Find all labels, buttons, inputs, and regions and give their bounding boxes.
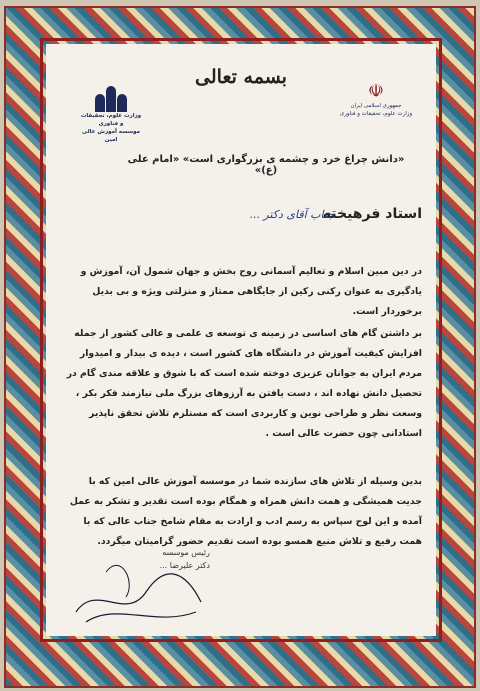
- ministry-logo-line2: وزارت علوم، تحقیقات و فناوری: [339, 111, 413, 117]
- recipient-name: جناب آقای دکتر ...: [249, 208, 334, 221]
- handwritten-signature: [66, 542, 216, 632]
- certificate-title: بسمه تعالی: [195, 66, 287, 88]
- signer-role: رئیس موسسه: [162, 548, 210, 557]
- institute-logo-line1: وزارت علوم، تحقیقات و فناوری: [80, 113, 142, 127]
- institute-logo-icon: [91, 82, 131, 112]
- iran-emblem-icon: ☫: [367, 81, 385, 102]
- ministry-logo: [336, 82, 416, 118]
- salutation: استاد فرهیخته: [322, 206, 422, 222]
- certificate-sheet: [46, 44, 436, 636]
- institute-logo-line2: موسسه آموزش عالی امین: [82, 129, 140, 143]
- signer-name: دکتر علیرضا ...: [159, 561, 210, 570]
- paragraph-2: بر داشتن گام های اساسی در زمینه ی توسعه ی علمی و عالی کشور از جمله افزایش کیفیت آموزش در دانشگاه های کشور است ، دیده ی بیدار و امیدوار مردم ایران به جوانان عزیزی دوخته شده است که با شوق و علاقه مندی گام در تحصیل دانش نهاده اند ، دست یافتن به آرزوهای بزرگ ملی نیازمند فکر بکر ، وسعت نظر و طراحی نوین و کاربردی است که مستلزم تلاش تحقق ناپذیر استادانی چون حضرت عالی است .: [66, 328, 422, 439]
- paragraph-3: بدین وسیله از تلاش های سازنده شما در موسسه آموزش عالی امین که با جدیت همیشگی و همت دانش همراه و همگام بوده است تقدیر و تشکر به عمل آمده و این لوح سپاس به رسم ادب و ارادت به مقام شامخ جناب عالی که با همت رفیع و تلاش منیع همسو بوده است تقدیم حضور گرامیتان میگردد.: [69, 476, 422, 547]
- ministry-logo-line1: جمهوری اسلامی ایران: [350, 103, 402, 109]
- paragraph-1: در دین مبین اسلام و تعالیم آسمانی روح بخش و جهان شمول آن، آموزش و یادگیری به عنوان رکنی رکین از جایگاهی ممتاز و منزلتی ویژه و بی بدیل برخوردار است.: [80, 266, 422, 317]
- signature-block: [80, 548, 210, 570]
- hadith-quote: «دانش چراغ خرد و چشمه ی بزرگواری است» «امام علی (ع)»: [127, 154, 405, 176]
- institute-logo: [80, 82, 142, 144]
